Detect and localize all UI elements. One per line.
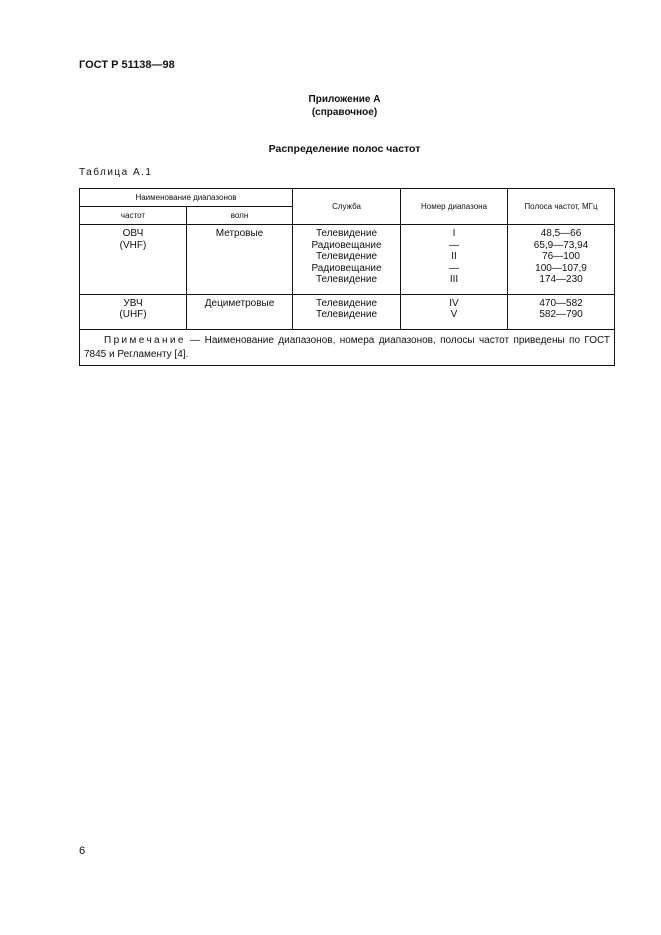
frequency-name: ОВЧ bbox=[122, 228, 144, 239]
band-frequency: 100—107,9 bbox=[535, 262, 587, 274]
table-row bbox=[80, 294, 615, 329]
band-number: — bbox=[449, 262, 460, 274]
header-frequency-name: частот bbox=[80, 207, 187, 225]
band-frequency-cell bbox=[508, 294, 615, 329]
band-number: I bbox=[452, 228, 456, 239]
band-frequency: 76—100 bbox=[542, 251, 580, 262]
band-frequency-cell bbox=[508, 225, 615, 295]
band-frequency: 470—582 bbox=[539, 297, 583, 309]
header-band-number: Номер диапазона bbox=[401, 189, 508, 225]
band-number: IV bbox=[449, 297, 459, 309]
section-title bbox=[0, 143, 661, 155]
frequency-name: УВЧ bbox=[123, 297, 143, 309]
band-number: — bbox=[449, 239, 460, 251]
header-service: Служба bbox=[293, 189, 401, 225]
appendix-subtitle: (справочное) bbox=[311, 107, 378, 118]
service-cell bbox=[293, 294, 401, 329]
service-value: Телевидение bbox=[315, 228, 378, 239]
service-value: Телевидение bbox=[315, 309, 378, 320]
service-value: Телевидение bbox=[315, 251, 378, 262]
band-number-cell bbox=[401, 294, 508, 329]
table-row bbox=[80, 225, 615, 295]
wave-name: Дециметровые bbox=[204, 297, 275, 309]
header-range-names: Наименование диапазонов bbox=[80, 189, 293, 207]
frequency-name-cell bbox=[80, 225, 187, 295]
table-note bbox=[80, 329, 615, 365]
section-title-text: Распределение полос частот bbox=[268, 143, 421, 155]
band-frequency: 65,9—73,94 bbox=[533, 239, 589, 251]
note-text: — Наименование диапазонов, номера диапазонов, полосы частот приведены по ГОСТ 7845 и Регламенту [4]. bbox=[84, 334, 611, 360]
wave-name-cell bbox=[187, 294, 293, 329]
appendix-heading bbox=[0, 93, 661, 119]
wave-name-cell bbox=[187, 225, 293, 295]
band-number: III bbox=[449, 274, 459, 285]
band-number: II bbox=[451, 251, 457, 262]
frequency-name-en: (VHF) bbox=[119, 239, 147, 251]
service-value: Телевидение bbox=[315, 297, 378, 309]
frequency-name-cell bbox=[80, 294, 187, 329]
page-number: 6 bbox=[79, 845, 86, 857]
service-value: Радиовещание bbox=[311, 262, 382, 274]
document-code: ГОСТ Р 51138—98 bbox=[79, 59, 175, 71]
service-cell bbox=[293, 225, 401, 295]
band-frequency: 582—790 bbox=[539, 309, 583, 320]
service-value: Радиовещание bbox=[311, 239, 382, 251]
note-label: Примечание bbox=[104, 334, 186, 346]
frequency-table bbox=[79, 188, 615, 366]
frequency-name-en: (UHF) bbox=[119, 309, 147, 320]
band-number-cell bbox=[401, 225, 508, 295]
header-band-frequency: Полоса частот, МГц bbox=[508, 189, 615, 225]
band-frequency: 48,5—66 bbox=[540, 228, 582, 239]
band-frequency: 174—230 bbox=[539, 274, 583, 285]
appendix-title: Приложение А bbox=[308, 94, 381, 105]
wave-name: Метровые bbox=[215, 228, 264, 239]
band-number: V bbox=[450, 309, 458, 320]
table-note-row bbox=[80, 329, 615, 365]
service-value: Телевидение bbox=[315, 274, 378, 285]
header-wave-name: волн bbox=[187, 207, 293, 225]
table-caption: Таблица А.1 bbox=[79, 167, 153, 178]
